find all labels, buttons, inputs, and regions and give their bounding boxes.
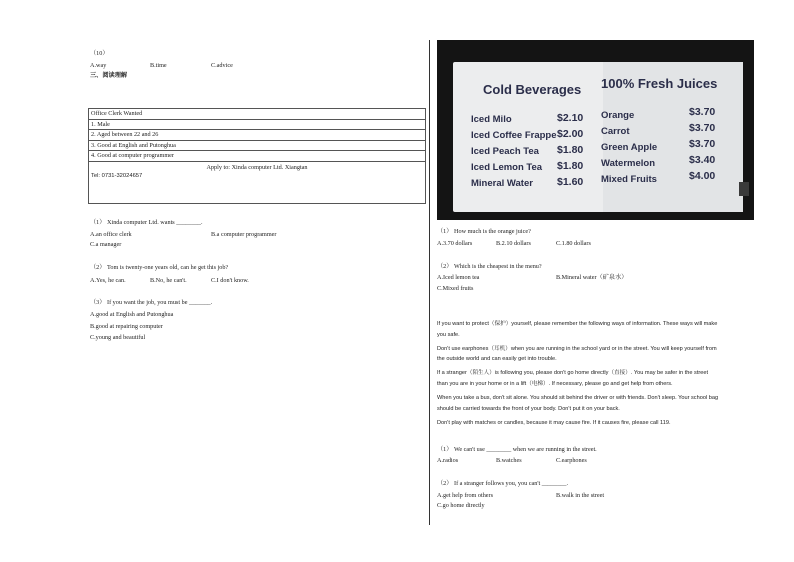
- m1-option-c: C.1.80 dollars: [556, 240, 591, 247]
- q10-option-c: C.advice: [211, 62, 233, 69]
- q2-option-b: B.No, he can't.: [150, 277, 187, 284]
- m2-option-a: A.Iced lemon tea: [437, 274, 480, 281]
- juice-item-price: $4.00: [689, 170, 716, 182]
- passage-line: When you take a bus, don't sit alone. You should sit behind the driver or with friends. Don't sleep. Your school bag: [437, 395, 719, 401]
- p1-option-a: A.radios: [437, 457, 459, 464]
- passage-line: Don't use earphones（耳机）when you are running in the school yard or in the street. You will keep yourself from: [437, 346, 717, 352]
- passage-line: you safe.: [437, 332, 460, 338]
- juice-item-name: Orange: [601, 110, 635, 121]
- passage-question-1-stem: （1） We can't use ________ when we are running in the street.: [437, 446, 597, 453]
- job-ad-row: 4. Good at computer programmer: [89, 151, 425, 162]
- q10-option-b: B.time: [150, 62, 167, 69]
- cold-item-price: $2.00: [557, 128, 584, 140]
- q3-option-b: B.good at repairing computer: [90, 323, 163, 330]
- job-ad-table: [88, 108, 426, 204]
- juice-item-price: $3.70: [689, 122, 716, 134]
- m2-option-c: C.Mixed fruits: [437, 285, 474, 292]
- column-divider: [429, 40, 430, 525]
- menu-board: [453, 62, 743, 212]
- juice-item-name: Watermelon: [601, 158, 656, 169]
- menu-photo: [437, 40, 754, 220]
- m2-option-b: B.Mineral water（矿泉水）: [556, 274, 628, 281]
- passage-line: If you want to protect（保护）yourself, please remember the following ways of information. These ways will make: [437, 321, 718, 327]
- menu-question-2-stem: （2） Which is the cheapest in the menu?: [437, 263, 542, 270]
- menu-question-1-stem: （1） How much is the orange juice?: [437, 228, 531, 235]
- passage-line: Don't play with matches or candles, because it may cause fire. If it causes fire, please call 119.: [437, 420, 671, 426]
- q10-option-a: A.way: [90, 62, 107, 69]
- job-ad-apply: Apply to: Xinda computer Ltd. Xiangtan: [206, 163, 308, 171]
- section-heading: 三、阅读理解: [90, 72, 128, 79]
- juice-item-name: Mixed Fruits: [601, 174, 657, 185]
- cold-item-price: $1.80: [557, 160, 584, 172]
- juice-item-price: $3.70: [689, 138, 716, 150]
- q2-option-a: A.Yes, he can.: [90, 277, 126, 284]
- passage-line: than you are in your home or in a lift（电梯）. If necessary, please go and get help from others.: [437, 381, 673, 387]
- job-ad-title: Office Clerk Wanted: [89, 109, 425, 120]
- cold-item-price: $1.80: [557, 144, 584, 156]
- passage-question-2-stem: （2） If a stranger follows you, you can't ________.: [437, 480, 569, 487]
- p2-option-b: B.walk in the street: [556, 492, 605, 499]
- p1-option-b: B.watches: [496, 457, 522, 464]
- cold-item-name: Mineral Water: [471, 178, 533, 189]
- job-ad-row: 3. Good at English and Putonghua: [89, 141, 425, 152]
- q2-option-c: C.I don't know.: [211, 277, 249, 284]
- question-1-stem: （1） Xinda computer Ltd. wants ________.: [90, 219, 203, 226]
- p2-option-a: A.get help from others: [437, 492, 494, 499]
- juice-item-price: $3.40: [689, 154, 716, 166]
- fresh-juices-heading: 100% Fresh Juices: [601, 76, 718, 91]
- p2-option-c: C.go home directly: [437, 502, 485, 509]
- question-10-number: （10）: [90, 50, 109, 57]
- q1-option-b: B.a computer programmer: [211, 231, 277, 238]
- juice-item-name: Green Apple: [601, 142, 658, 153]
- m1-option-b: B.2.10 dollars: [496, 240, 531, 247]
- q1-option-c: C.a manager: [90, 241, 122, 248]
- passage-line: the outside world and can easily get into trouble.: [437, 356, 557, 362]
- question-2-stem: （2） Tom is twenty-one years old, can he get this job?: [90, 264, 229, 271]
- q3-option-c: C.young and beautiful: [90, 334, 146, 341]
- q1-option-a: A.an office clerk: [90, 231, 132, 238]
- question-3-stem: （3） If you want the job, you must be _______.: [90, 299, 213, 306]
- q3-option-a: A.good at English and Putonghua: [90, 311, 174, 318]
- passage-line: should be carried towards the front of your body. Don't put it on your back.: [437, 406, 620, 412]
- job-ad-row: 1. Male: [89, 120, 425, 131]
- p1-option-c: C.earphones: [556, 457, 587, 464]
- cold-item-price: $2.10: [557, 112, 584, 124]
- passage-line: If a stranger（陌生人）is following you, please don't go home directly（直接）. You may be safer in the street: [437, 370, 709, 376]
- job-ad-row: 2. Aged between 22 and 26: [89, 130, 425, 141]
- m1-option-a: A.3.70 dollars: [437, 240, 473, 247]
- juice-item-price: $3.70: [689, 106, 716, 118]
- cold-item-name: Iced Peach Tea: [471, 146, 539, 157]
- cold-item-name: Iced Milo: [471, 114, 512, 125]
- juice-item-name: Carrot: [601, 126, 630, 137]
- cold-beverages-heading: Cold Beverages: [483, 82, 582, 97]
- cold-item-price: $1.60: [557, 176, 584, 188]
- cold-item-name: Iced Coffee Frappe: [471, 130, 557, 141]
- cold-item-name: Iced Lemon Tea: [471, 162, 543, 173]
- job-ad-tel: Tel: 0731-32024657: [91, 172, 143, 179]
